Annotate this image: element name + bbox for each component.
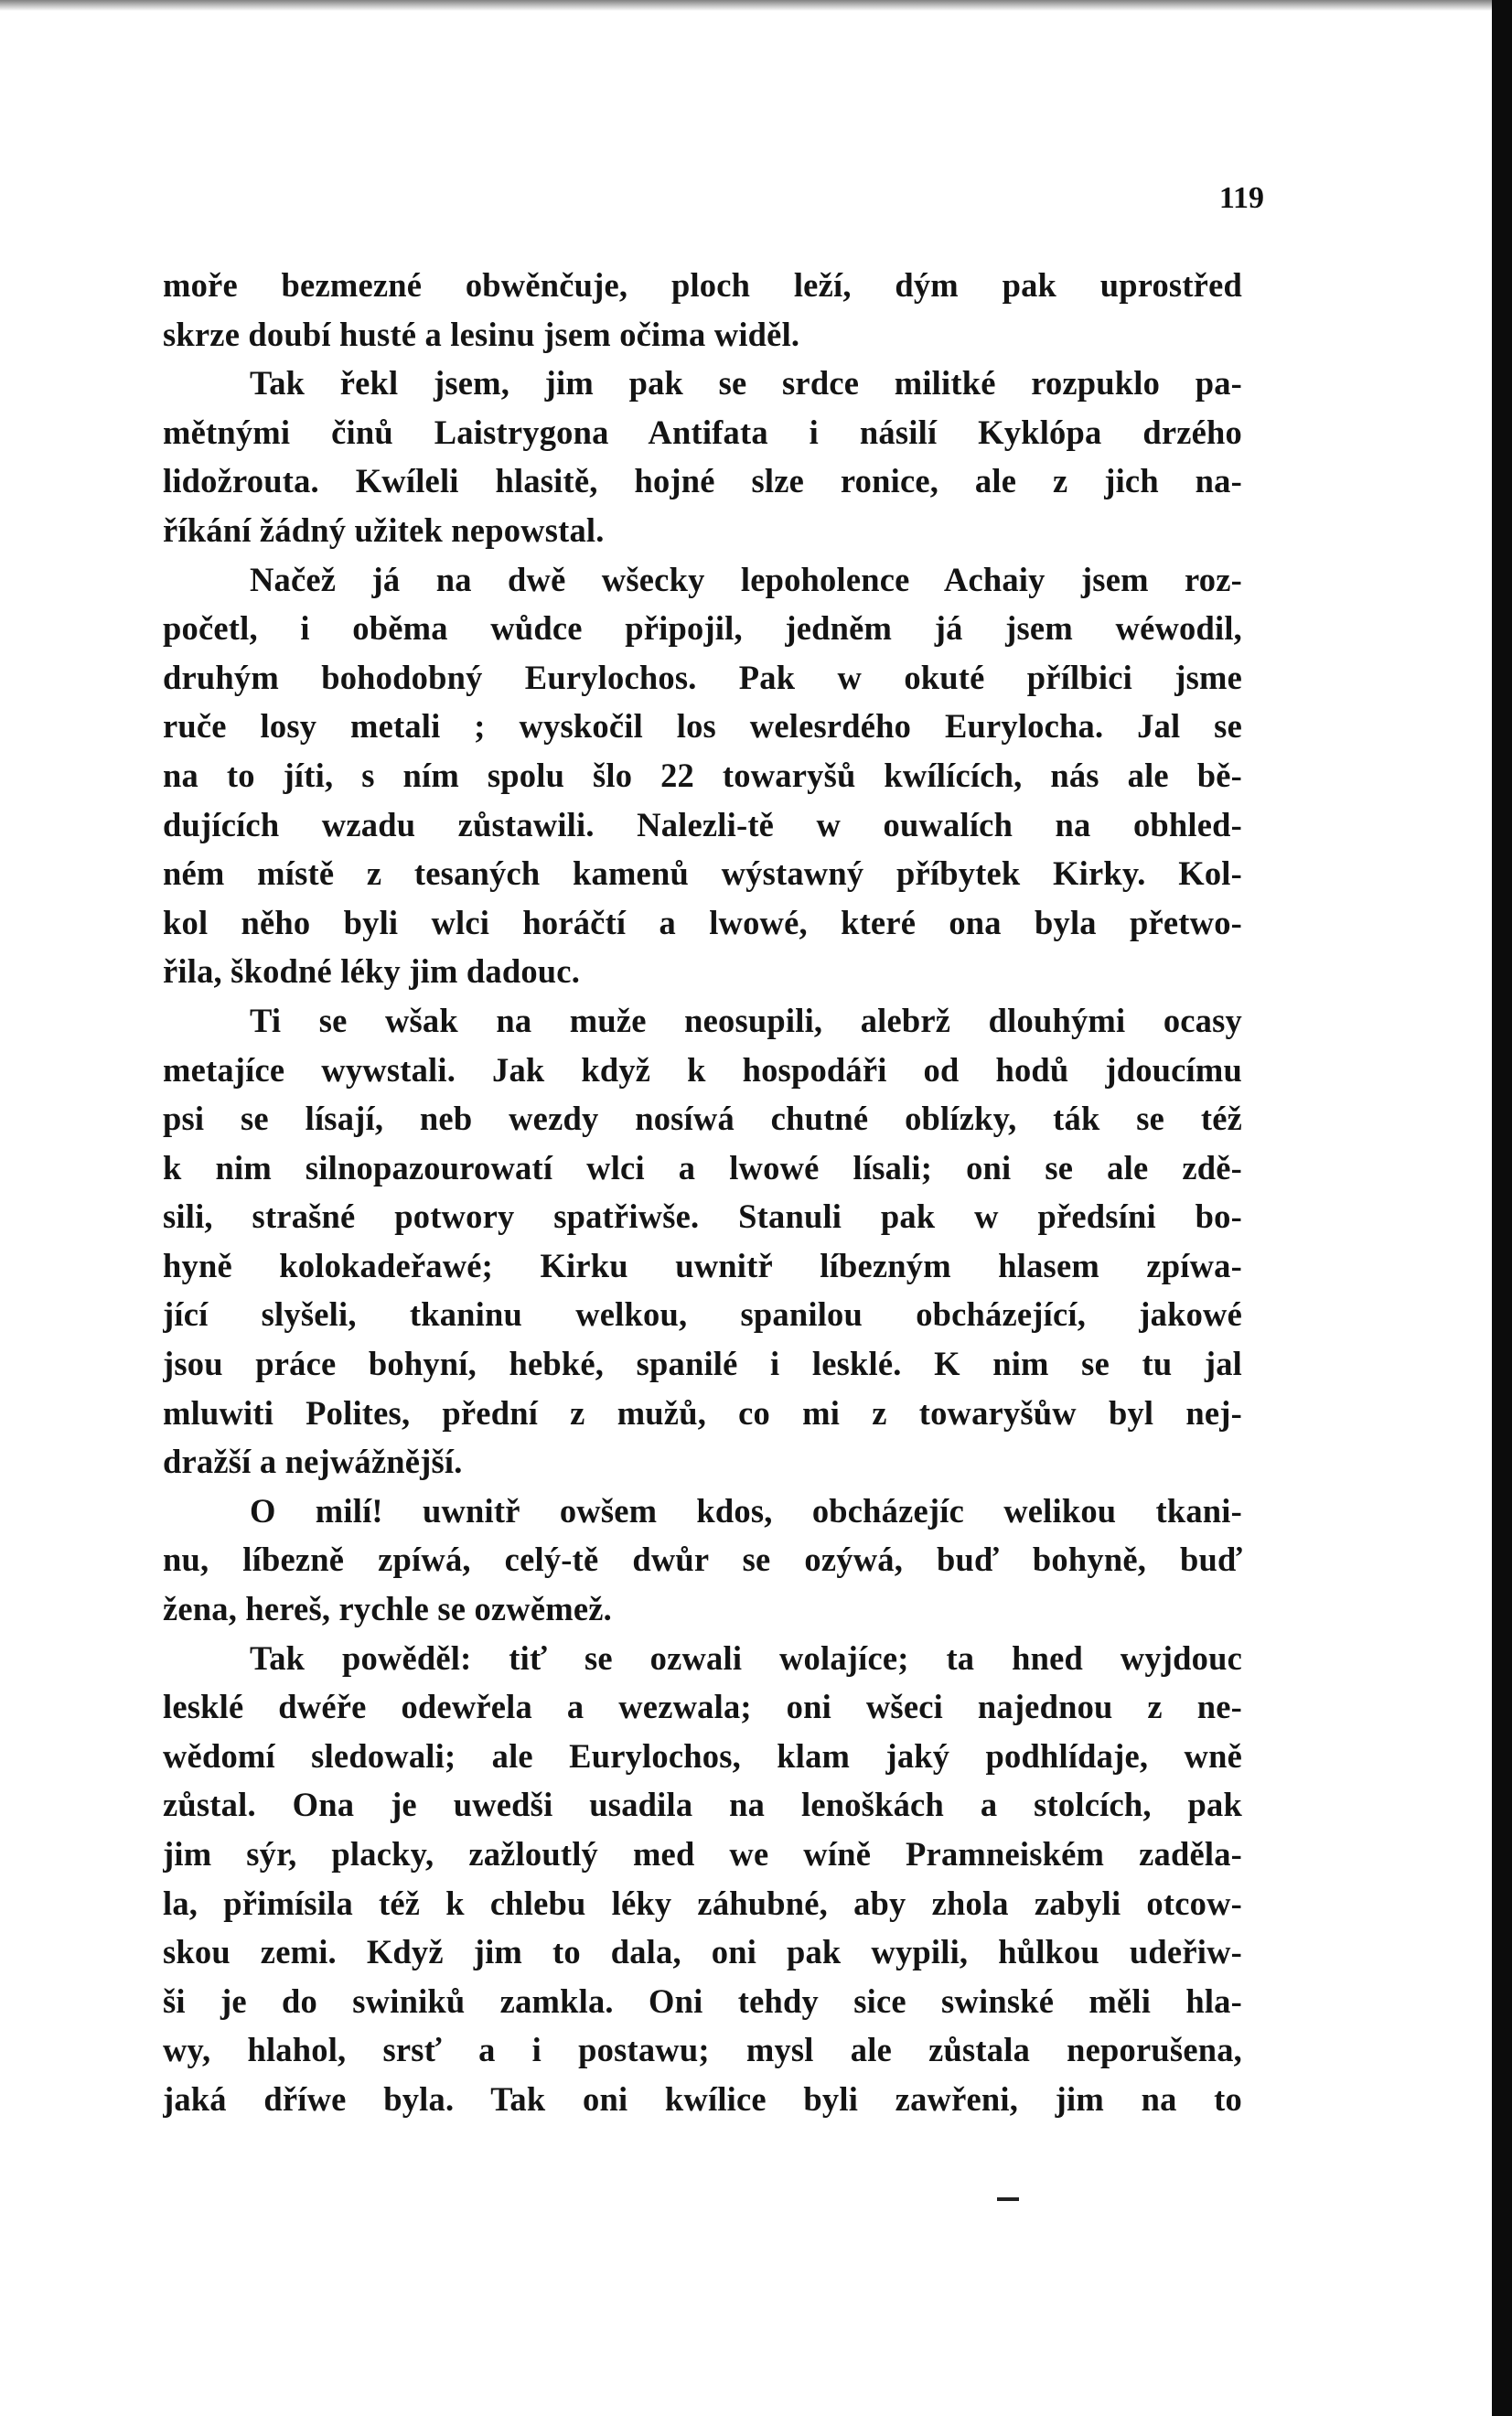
text-line: zůstal. Ona je uwedši usadila na lenoškách a stolcích, pak: [163, 1786, 1242, 1824]
text-line: žena, hereš, rychle se ozwěmež.: [163, 1590, 612, 1628]
paragraph: [163, 261, 1242, 359]
paragraph: [163, 1487, 1242, 1634]
paragraph: [163, 1634, 1242, 2124]
paragraph: [163, 359, 1242, 554]
text-line: skrze doubí husté a lesinu jsem očima widěl.: [163, 315, 800, 353]
text-line: ši je do swiniků zamkla. Oni tehdy sice swinské měli hla-: [163, 1981, 1242, 2020]
scan-top-shadow: [0, 0, 1512, 11]
text-line: mětnými činů Laistrygona Antifata i násilí Kyklópa drzého: [163, 413, 1242, 451]
text-line: Načež já na dwě wšecky lepoholence Achaiy jsem roz-: [250, 560, 1242, 598]
text-line: sili, strašné potwory spatřiwše. Stanuli pak w předsíni bo-: [163, 1197, 1242, 1236]
text-line: nu, líbezně zpíwá, celý-tě dwůr se ozýwá, buď bohyně, buď: [163, 1541, 1242, 1579]
text-line: početl, i oběma wůdce připojil, jedněm já jsem wéwodil,: [163, 609, 1242, 648]
text-line: metajíce wywstali. Jak když k hospodáři od hodů jdoucímu: [163, 1050, 1242, 1089]
page-number: 119: [1218, 181, 1264, 215]
text-line: O milí! uwnitř owšem kdos, obcházejíc welikou tkani-: [250, 1491, 1242, 1530]
text-line: k nim silnopazourowatí wlci a lwowé lísali; oni se ale zdě-: [163, 1148, 1242, 1187]
paragraph: [163, 555, 1242, 996]
text-line: řila, škodné léky jim dadouc.: [163, 952, 581, 991]
scan-right-edge: [1492, 0, 1512, 2416]
page-body-text: [163, 261, 1242, 2124]
paragraph: [163, 996, 1242, 1487]
text-line: mluwiti Polites, přední z mužů, co mi z towaryšůw byl nej-: [163, 1393, 1242, 1432]
text-line: wy, hlahol, srsť a i postawu; mysl ale zůstala neporušena,: [163, 2031, 1242, 2069]
text-line: la, přimísila též k chlebu léky záhubné, aby zhola zabyli otcow-: [163, 1884, 1242, 1922]
text-line: lidožrouta. Kwíleli hlasitě, hojné slze ronice, ale z jich na-: [163, 462, 1242, 500]
text-line: psi se lísají, neb wezdy nosíwá chutné oblízky, ták se též: [163, 1100, 1242, 1138]
text-line: na to jíti, s ním spolu šlo 22 towaryšů kwílících, nás ale bě-: [163, 756, 1242, 794]
text-line: jící slyšeli, tkaninu welkou, spanilou obcházející, jakowé: [163, 1295, 1242, 1334]
catchword-dash: [997, 2197, 1019, 2201]
text-line: moře bezmezné obwěnčuje, ploch leží, dým pak uprostřed: [163, 266, 1242, 304]
text-line: druhým bohodobný Eurylochos. Pak w okuté přílbici jsme: [163, 658, 1242, 696]
text-line: wědomí sledowali; ale Eurylochos, klam jaký podhlídaje, wně: [163, 1736, 1242, 1775]
text-line: říkání žádný užitek nepowstal.: [163, 510, 605, 549]
text-line: Ti se wšak na muže neosupili, alebrž dlouhými ocasy: [250, 1001, 1242, 1039]
text-line: dujících wzadu zůstawili. Nalezli-tě w ouwalích na obhled-: [163, 805, 1242, 843]
text-line: Tak powěděl: tiť se ozwali wolajíce; ta hned wyjdouc: [250, 1638, 1242, 1677]
text-line: jsou práce bohyní, hebké, spanilé i lesklé. K nim se tu jal: [163, 1345, 1242, 1383]
text-line: jaká dříwe byla. Tak oni kwílice byli zawřeni, jim na to: [163, 2079, 1242, 2118]
text-line: hyně kolokadeřawé; Kirku uwnitř líbezným hlasem zpíwa-: [163, 1246, 1242, 1284]
text-line: skou zemi. Když jim to dala, oni pak wypili, hůlkou udeřiw-: [163, 1933, 1242, 1971]
text-line: ném místě z tesaných kamenů wýstawný příbytek Kirky. Kol-: [163, 854, 1242, 893]
text-line: lesklé dwéře odewřela a wezwala; oni wšeci najednou z ne-: [163, 1688, 1242, 1726]
text-line: Tak řekl jsem, jim pak se srdce militké rozpuklo pa-: [250, 364, 1242, 403]
text-line: dražší a nejwážnější.: [163, 1443, 463, 1481]
text-line: jim sýr, placky, zažloutlý med we wíně Pramneiském zaděla-: [163, 1835, 1242, 1873]
text-line: kol něho byli wlci horáčtí a lwowé, které ona byla přetwo-: [163, 903, 1242, 941]
text-line: ruče losy metali ; wyskočil los welesrdého Eurylocha. Jal se: [163, 707, 1242, 746]
